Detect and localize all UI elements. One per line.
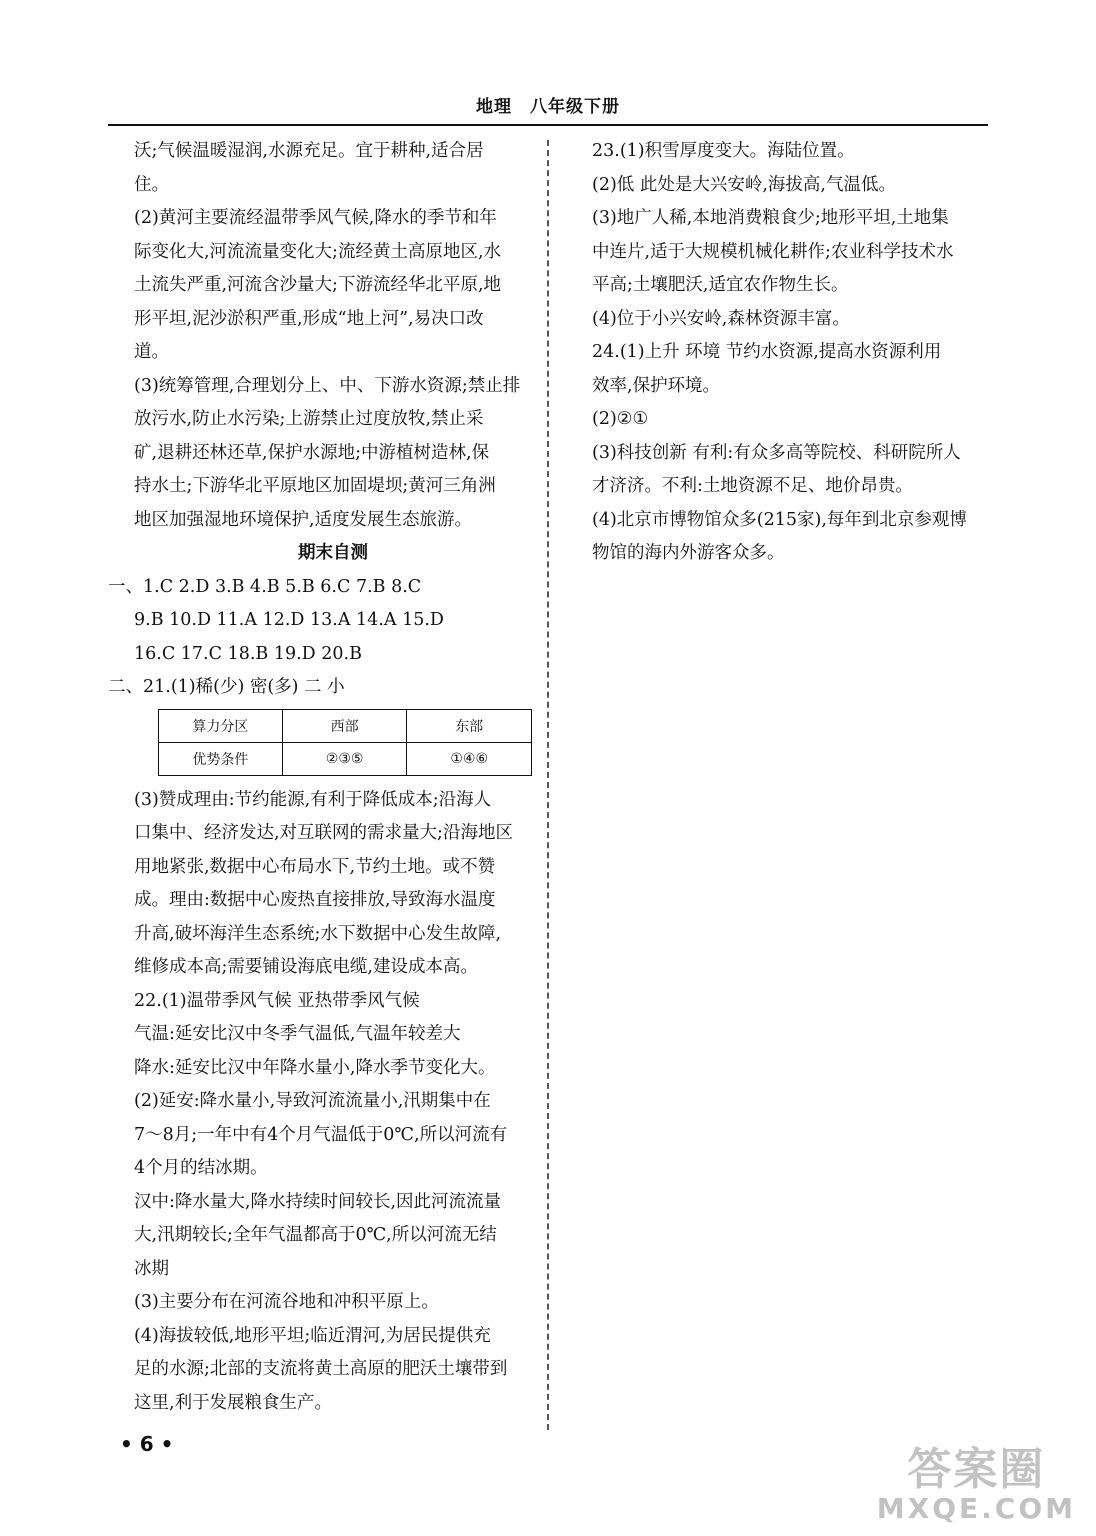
table-cell: 算力分区 (159, 709, 283, 742)
text-line: (2)②① (592, 409, 649, 429)
text-line: 足的水源;北部的支流将黄土高原的肥沃土壤带到 (134, 1359, 508, 1379)
section-title: 期末自测 (298, 543, 368, 563)
text-line: 23.(1)积雪厚度变大。海陆位置。 (592, 141, 855, 161)
text-line: 22.(1)温带季风气候 亚热带季风气候 (134, 990, 420, 1011)
text-line: (2)黄河主要流经温带季风气候,降水的季节和年 (134, 208, 497, 228)
table-cell: 优势条件 (159, 742, 283, 775)
text-line: (3)地广人稀,本地消费粮食少;地形平坦,土地集 (592, 208, 949, 228)
text-line: 口集中、经济发达,对互联网的需求量大;沿海地区 (134, 823, 513, 843)
text-line: 持水土;下游华北平原地区加固堤坝;黄河三角洲 (134, 476, 496, 496)
text-line: 中连片,适于大规模机械化耕作;农业科学技术水 (592, 241, 954, 262)
text-line: 际变化大,河流流量变化大;流经黄土高原地区,水 (134, 241, 502, 262)
text-line: (3)统筹管理,合理划分上、中、下游水资源;禁止排 (134, 375, 521, 396)
header-subject: 地理 (476, 97, 512, 117)
answer-line: 16.C 17.C 18.B 19.D 20.B (134, 643, 362, 664)
left-column (108, 135, 532, 1420)
text-line: 形平坦,泥沙淤积严重,形成“地上河”,易决口改 (134, 308, 484, 329)
text-line: 7～8月;一年中有4个月气温低于0℃,所以河流有 (134, 1124, 508, 1145)
text-line: 矿,退耕还林还草,保护水源地;中游植树造林,保 (134, 442, 490, 463)
text-line: 住。 (134, 174, 169, 195)
table-cell: ①④⑥ (407, 742, 532, 775)
text-line: 才济济。不利:土地资源不足、地价昂贵。 (592, 476, 913, 496)
header-rule (108, 124, 988, 126)
table-cell: ②③⑤ (282, 742, 407, 775)
text-line: 维修成本高;需要铺设海底电缆,建设成本高。 (134, 957, 478, 977)
text-line: 冰期 (134, 1258, 169, 1279)
text-line: 道。 (134, 342, 169, 362)
answer-line: 一、1.C 2.D 3.B 4.B 5.B 6.C 7.B 8.C (108, 576, 422, 597)
column-divider (547, 140, 549, 1430)
text-line: 这里,利于发展粮食生产。 (134, 1392, 333, 1413)
watermark-logo (877, 1446, 1076, 1524)
right-column (592, 135, 988, 571)
text-line: (3)赞成理由:节约能源,有利于降低成本;沿海人 (134, 789, 492, 810)
text-line: (2)延安:降水量小,导致河流流量小,汛期集中在 (134, 1091, 491, 1111)
text-line: 汉中:降水量大,降水持续时间较长,因此河流流量 (134, 1191, 502, 1212)
text-line: 用地紧张,数据中心布局水下,节约土地。或不赞 (134, 856, 496, 877)
text-line: 成。理由:数据中心废热直接排放,导致海水温度 (134, 890, 496, 910)
table-cell: 西部 (282, 709, 407, 742)
watermark-url: MXQE.COM (876, 1492, 1076, 1525)
text-line: 4个月的结冰期。 (134, 1158, 268, 1178)
text-line: 平高;土壤肥沃,适宜农作物生长。 (592, 275, 849, 295)
text-line: 大,汛期较长;全年气温都高于0℃,所以河流无结 (134, 1225, 497, 1245)
text-line: 土流失严重,河流含沙量大;下游流经华北平原,地 (134, 275, 502, 295)
text-line: (3)主要分布在河流谷地和冲积平原上。 (134, 1292, 439, 1312)
text-line: 放污水,防止水污染;上游禁止过度放牧,禁止采 (134, 409, 484, 429)
text-line: (4)位于小兴安岭,森林资源丰富。 (592, 308, 850, 329)
text-line: (4)海拔较低,地形平坦;临近渭河,为居民提供充 (134, 1325, 491, 1346)
text-line: 降水:延安比汉中年降水量小,降水季节变化大。 (134, 1057, 496, 1078)
text-line: 升高,破坏海洋生态系统;水下数据中心发生故障, (134, 923, 502, 944)
text-line: (4)北京市博物馆众多(215家),每年到北京参观博 (592, 509, 967, 530)
watermark-text: 答案圈 (907, 1444, 1046, 1495)
text-line: 沃;气候温暖湿润,水源充足。宜于耕种,适合居 (134, 141, 484, 161)
text-line: 24.(1)上升 环境 节约水资源,提高水资源利用 (592, 342, 942, 362)
computing-zone-table (158, 709, 532, 776)
page-number: • 6 • (120, 1432, 174, 1456)
text-line: 气温:延安比汉中冬季气温低,气温年较差大 (134, 1024, 461, 1044)
text-line: (2)低 此处是大兴安岭,海拔高,气温低。 (592, 174, 896, 195)
header-grade: 八年级下册 (530, 97, 620, 117)
answer-line: 9.B 10.D 11.A 12.D 13.A 14.A 15.D (134, 610, 444, 630)
table-row (159, 742, 532, 775)
table-header-row (159, 709, 532, 742)
answer-line: 二、21.(1)稀(少) 密(多) 二 小 (108, 677, 345, 697)
page-header (108, 92, 988, 117)
text-line: 地区加强湿地环境保护,适度发展生态旅游。 (134, 509, 473, 530)
text-line: 效率,保护环境。 (592, 375, 721, 396)
text-line: (3)科技创新 有利:有众多高等院校、科研院所人 (592, 442, 961, 463)
text-line: 物馆的海内外游客众多。 (592, 543, 785, 563)
table-cell: 东部 (407, 709, 532, 742)
